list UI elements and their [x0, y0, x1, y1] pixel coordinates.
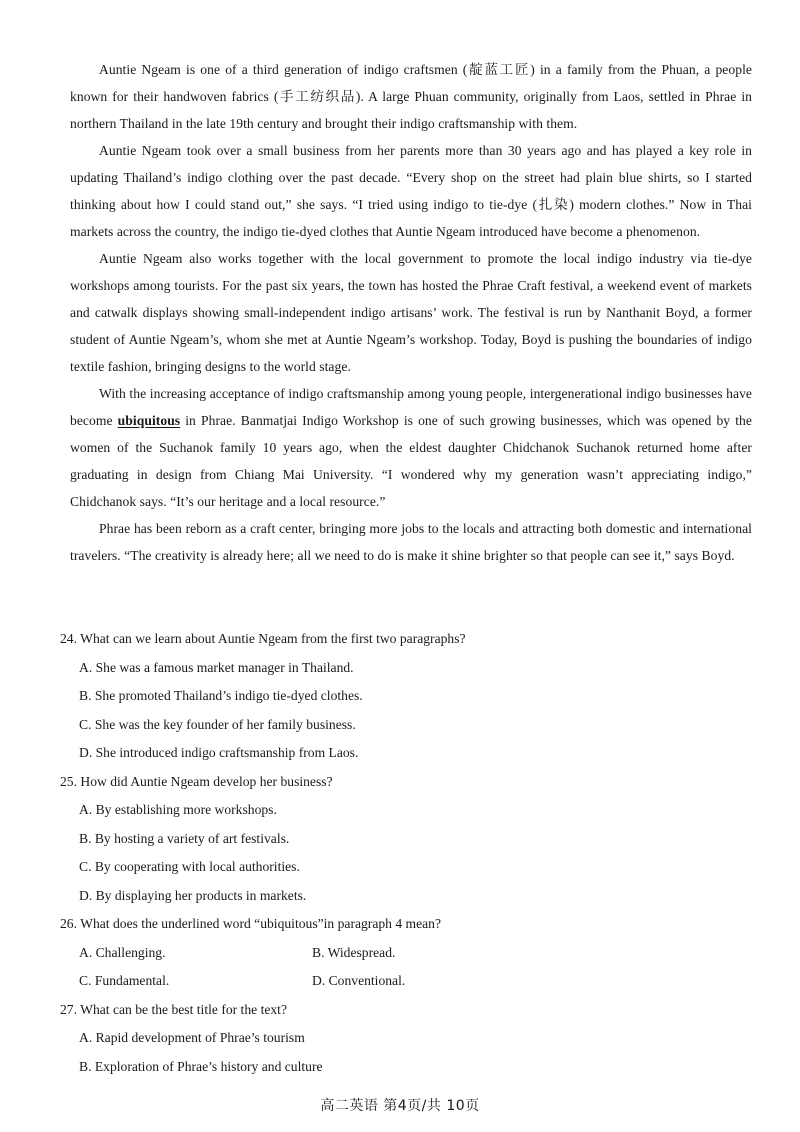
- question-25-option-d: D. By displaying her products in markets.: [79, 887, 307, 903]
- question-27-option-a: A. Rapid development of Phrae’s tourism: [79, 1030, 305, 1045]
- question-26-row-1: [60, 939, 752, 968]
- question-24-option-d: D. She introduced indigo craftsmanship from Laos.: [79, 745, 359, 760]
- question-24-option-b: B. She promoted Thailand’s indigo tie-dyed clothes.: [79, 688, 363, 703]
- paragraph-4-after: in Phrae. Banmatjai Indigo Workshop is one of such growing businesses, which was opened by the women of the Suchanok family 10 years ago, when the eldest daughter Chidchanok Suchanok returned home after graduating in design from Chiang Mai University. “I wondered why my generation wasn’t appreciating indigo,” Chidchanok says. “It’s our heritage and a local resource.”: [70, 413, 752, 509]
- question-27-stem: 27. What can be the best title for the text?: [60, 1001, 287, 1017]
- question-26-option-b: B. Widespread.: [312, 944, 396, 960]
- paragraph-4: [70, 380, 752, 515]
- question-26-option-d: D. Conventional.: [312, 973, 406, 988]
- paragraph-5: Phrae has been reborn as a craft center, bringing more jobs to the locals and attracting both domestic and international travelers. “The creativity is already here; all we need to do is make it shine brighter so that people can see it,” says Boyd.: [70, 521, 752, 563]
- paragraph-1: Auntie Ngeam is one of a third generation of indigo craftsmen (靛蓝工匠) in a family from the Phuan, a people known for their handwoven fabrics (手工纺织品). A large Phuan community, originally from Laos, settled in Phrae in northern Thailand in the late 19th century and brought their indigo craftsmanship with them.: [70, 62, 752, 131]
- question-27-option-b: B. Exploration of Phrae’s history and culture: [79, 1058, 323, 1074]
- question-list: [60, 625, 752, 1081]
- question-26-stem: 26. What does the underlined word “ubiquitous”in paragraph 4 mean?: [60, 916, 442, 931]
- paragraph-4-before: With the increasing acceptance of indigo craftsmanship among young people, intergenerational indigo businesses have become: [70, 386, 752, 428]
- question-25-option-c: C. By cooperating with local authorities.: [79, 859, 300, 874]
- question-26-row-2: [60, 967, 752, 996]
- question-26-option-a: A. Challenging.: [79, 944, 166, 960]
- question-25-stem: 25. How did Auntie Ngeam develop her business?: [60, 773, 333, 789]
- question-26-option-c: C. Fundamental.: [79, 973, 170, 988]
- question-24-option-a: A. She was a famous market manager in Thailand.: [79, 659, 354, 675]
- reading-passage: [70, 56, 752, 569]
- underlined-word: ubiquitous: [117, 413, 181, 428]
- paragraph-2: Auntie Ngeam took over a small business from her parents more than 30 years ago and has played a key role in updating Thailand’s indigo clothing over the past decade. “Every shop on the street had plain blue shirts, so I started thinking about how I could stand out,” she says. “I tried using indigo to tie-dye (扎染) modern clothes.” Now in Thai markets across the country, the indigo tie-dyed clothes that Auntie Ngeam introduced have become a phenomenon.: [70, 143, 752, 239]
- paragraph-3: Auntie Ngeam also works together with the local government to promote the local indigo industry via tie-dye workshops among tourists. For the past six years, the town has hosted the Phrae Craft festival, a weekend event of markets and catwalk displays showing small-independent indigo artisans’ work. The festival is run by Nanthanit Boyd, a former student of Auntie Ngeam’s, whom she met at Auntie Ngeam’s workshop. Today, Boyd is pushing the boundaries of indigo textile fashion, bringing designs to the world stage.: [70, 251, 752, 374]
- question-24-option-c: C. She was the key founder of her family business.: [79, 716, 356, 732]
- question-24-stem: 24. What can we learn about Auntie Ngeam from the first two paragraphs?: [60, 631, 466, 646]
- question-25-option-a: A. By establishing more workshops.: [79, 802, 277, 817]
- question-25-option-b: B. By hosting a variety of art festivals.: [79, 830, 290, 846]
- page-footer: 高二英语 第4页/共 10页: [320, 1098, 480, 1114]
